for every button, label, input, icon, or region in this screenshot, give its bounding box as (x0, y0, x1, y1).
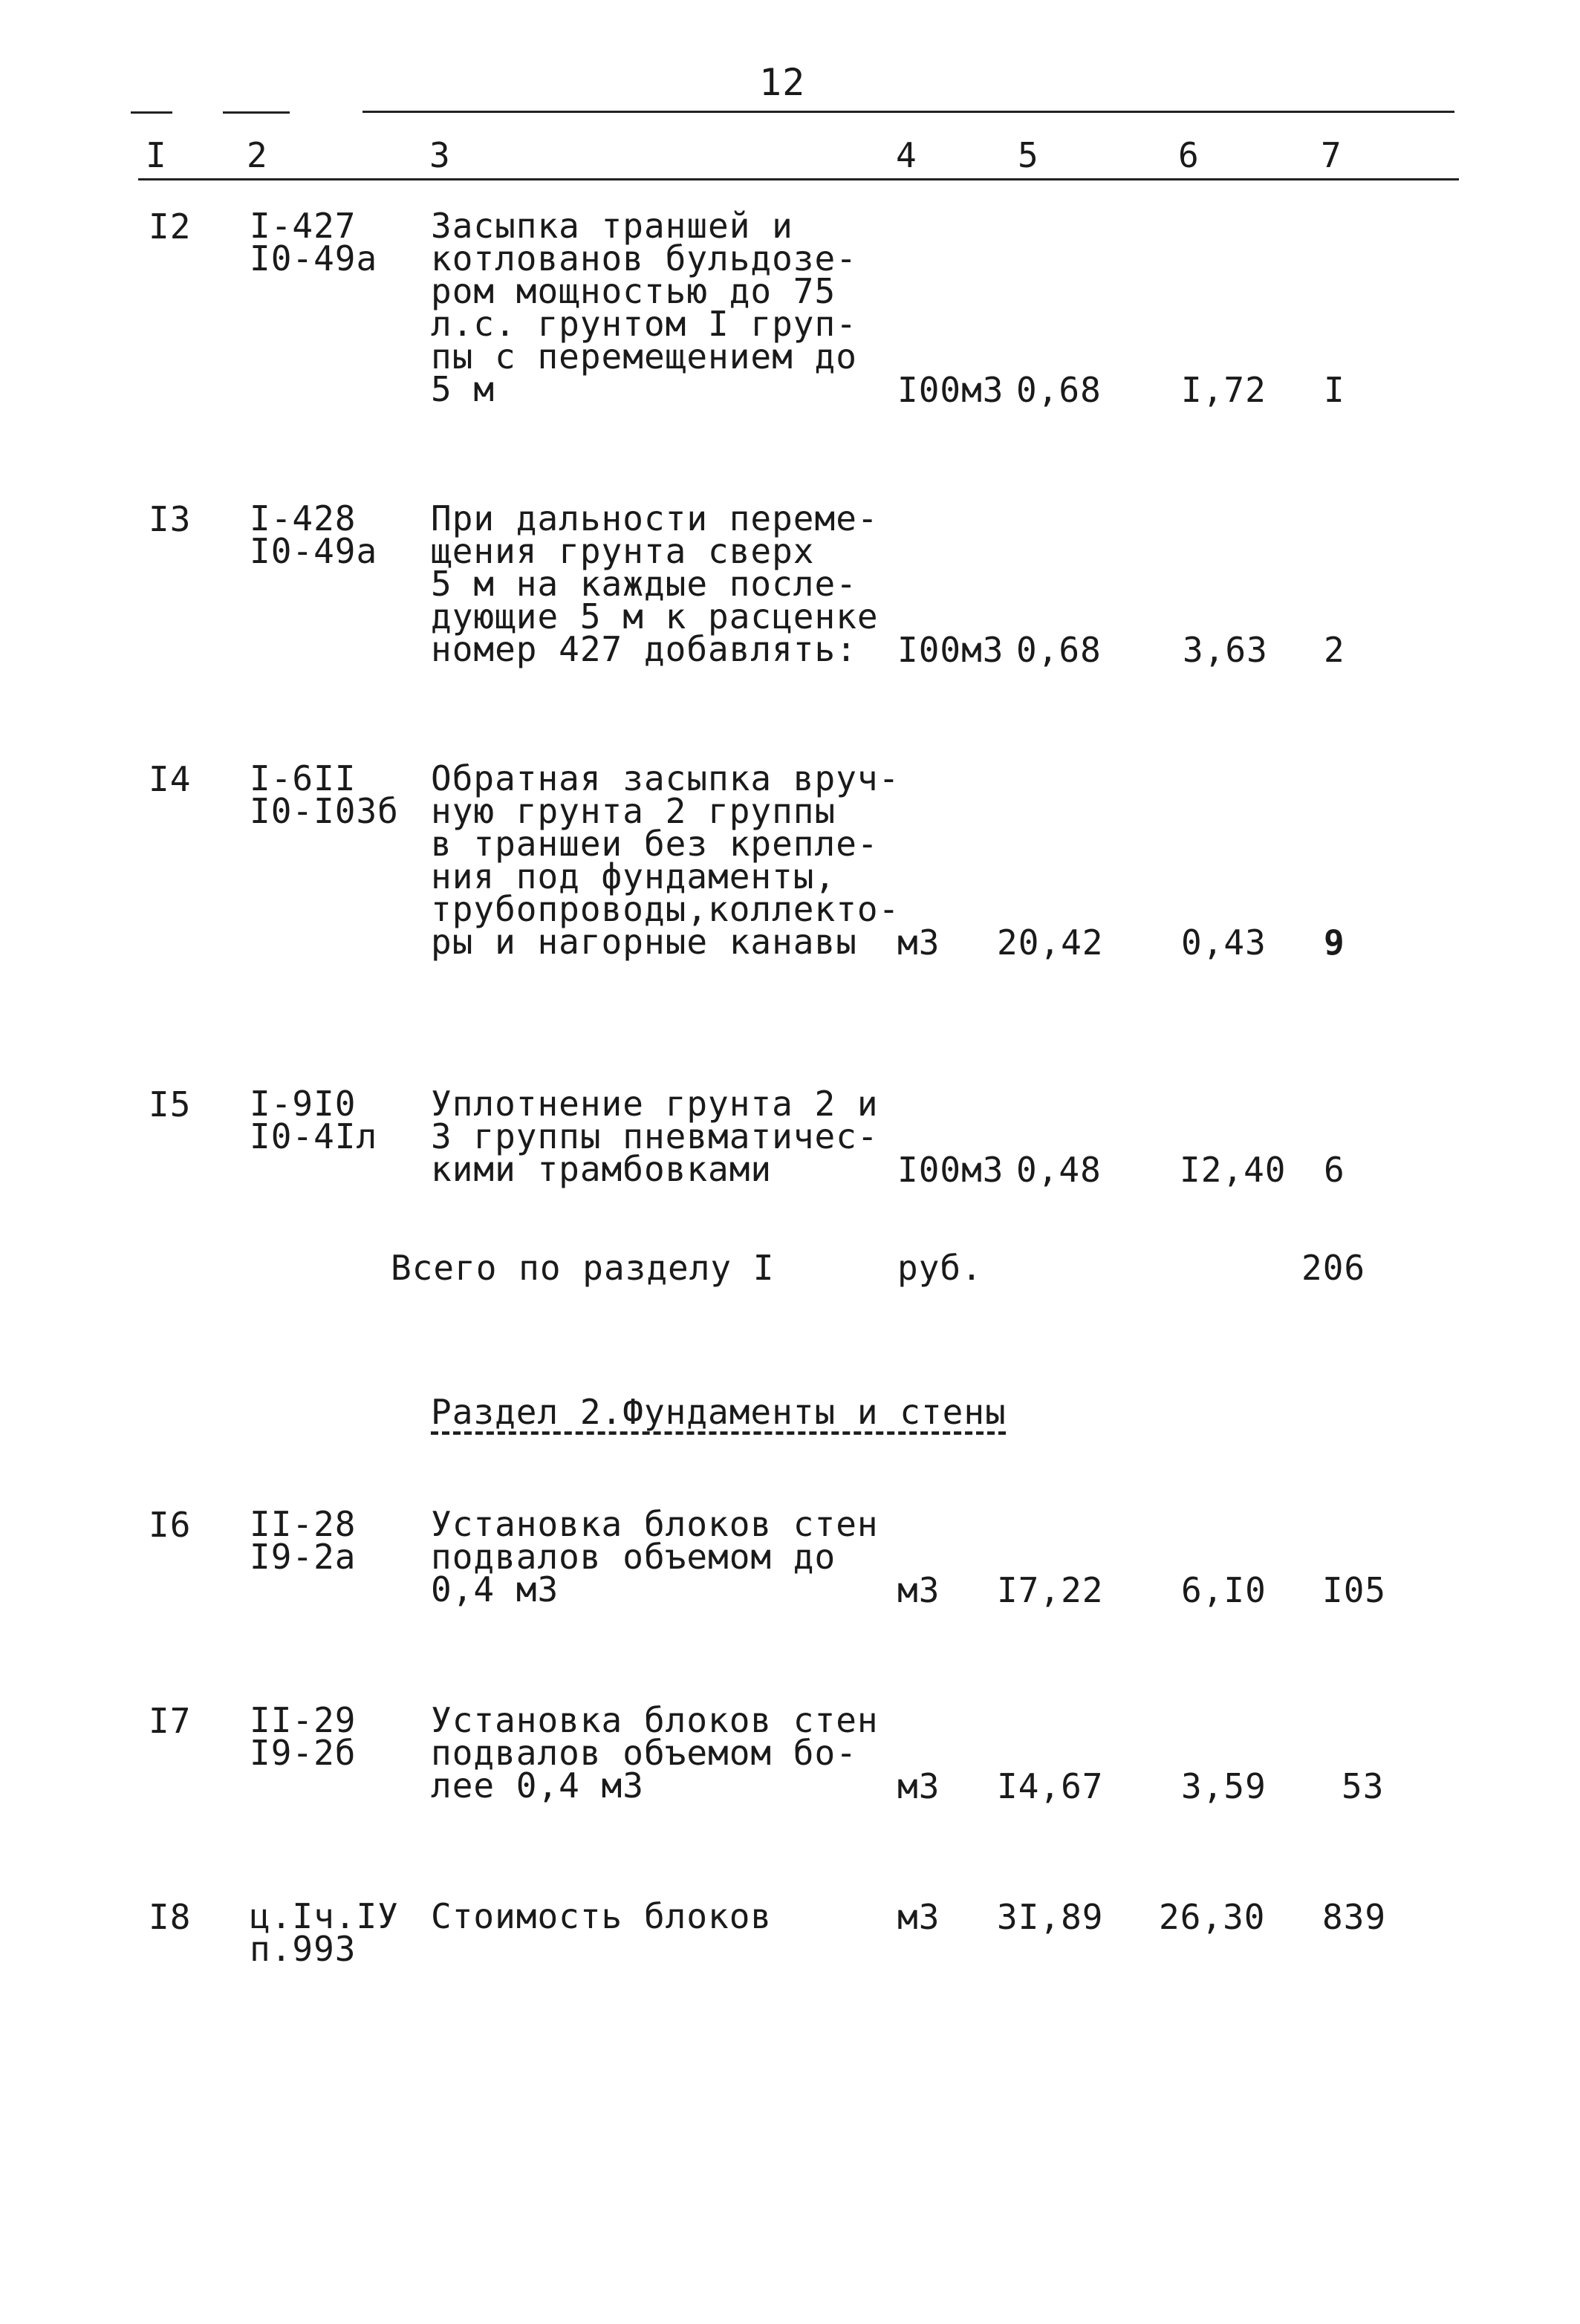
row-unit-price: 26,30 (1159, 1897, 1266, 1937)
row-total: 839 (1322, 1897, 1387, 1937)
row-code: ц.Iч.IУ (250, 1896, 399, 1936)
section-total-unit: руб. (897, 1248, 983, 1288)
row-number: I7 (149, 1701, 192, 1741)
row-total: 9 (1324, 922, 1345, 963)
row-total: I05 (1322, 1570, 1387, 1610)
row-description-line: номер 427 добавлять: (431, 629, 857, 669)
row-description-line: щения грунта сверх (431, 531, 815, 571)
row-description-line: котлованов бульдозе- (431, 238, 857, 279)
header-rule-top (363, 111, 1454, 113)
row-quantity: 0,68 (1016, 630, 1102, 670)
row-description-line: Установка блоков стен (431, 1504, 879, 1544)
row-description-line: кими трамбовками (431, 1149, 773, 1189)
row-unit-price: I,72 (1181, 370, 1267, 410)
row-description-line: Обратная засыпка вруч- (431, 758, 900, 798)
row-unit: м3 (897, 1766, 940, 1806)
section-total-value: 206 (1301, 1248, 1366, 1288)
row-description-line: подвалов объемом бо- (431, 1733, 857, 1773)
row-code: I0-49а (250, 531, 378, 571)
row-code: II-29 (250, 1700, 357, 1740)
row-description-line: Стоимость блоков (431, 1896, 773, 1936)
row-number: I6 (149, 1505, 192, 1545)
row-unit-price: 6,I0 (1181, 1570, 1267, 1610)
row-unit: I00м3 (897, 1150, 1004, 1190)
row-code: II-28 (250, 1504, 357, 1544)
row-code: I-9I0 (250, 1084, 357, 1124)
row-code: п.993 (250, 1929, 357, 1969)
row-number: I4 (149, 759, 192, 799)
row-code: I-427 (250, 206, 357, 246)
row-description-line: 3 группы пневматичес- (431, 1116, 879, 1156)
section-total-label: Всего по разделу I (391, 1248, 775, 1288)
row-unit-price: I2,40 (1180, 1150, 1287, 1190)
row-total: I (1324, 370, 1345, 410)
row-unit-price: 3,59 (1181, 1766, 1267, 1806)
section-heading: Раздел 2.Фундаменты и стены (431, 1392, 1007, 1432)
row-quantity: I4,67 (997, 1766, 1104, 1806)
page-number: 12 (759, 61, 806, 104)
row-quantity: 20,42 (997, 922, 1104, 963)
row-unit: I00м3 (897, 630, 1004, 670)
row-description-line: ры и нагорные канавы (431, 922, 857, 962)
row-unit: м3 (897, 922, 940, 963)
row-code: I9-2а (250, 1537, 357, 1577)
row-code: I0-49а (250, 238, 378, 279)
row-description-line: Уплотнение грунта 2 и (431, 1084, 879, 1124)
row-description-line: 5 м (431, 369, 495, 409)
row-unit: м3 (897, 1897, 940, 1937)
row-description-line: подвалов объемом до (431, 1537, 836, 1577)
row-code: I9-2б (250, 1733, 357, 1773)
column-header: 6 (1178, 135, 1200, 175)
column-header: I (146, 135, 167, 175)
row-description-line: дующие 5 м к расценке (431, 596, 879, 637)
row-total: 53 (1342, 1766, 1385, 1806)
row-description-line: При дальности переме- (431, 498, 879, 538)
row-description-line: пы с перемещением до (431, 336, 857, 377)
row-code: I0-4Iл (250, 1116, 378, 1156)
row-unit-price: 3,63 (1183, 630, 1268, 670)
row-description-line: лее 0,4 м3 (431, 1765, 644, 1806)
row-code: I-428 (250, 498, 357, 538)
row-description-line: трубопроводы,коллекто- (431, 889, 900, 929)
row-quantity: I7,22 (997, 1570, 1104, 1610)
row-unit-price: 0,43 (1181, 922, 1267, 963)
row-description-line: л.с. грунтом I груп- (431, 304, 857, 344)
row-unit: I00м3 (897, 370, 1004, 410)
header-rule-top (131, 111, 172, 114)
row-unit: м3 (897, 1570, 940, 1610)
row-total: 6 (1324, 1150, 1345, 1190)
row-description-line: ния под фундаменты, (431, 856, 836, 896)
row-description-line: 5 м на каждые после- (431, 564, 857, 604)
column-header: 2 (247, 135, 268, 175)
column-header: 5 (1018, 135, 1039, 175)
row-description-line: Засыпка траншей и (431, 206, 793, 246)
row-number: I5 (149, 1084, 192, 1124)
row-description-line: в траншеи без крепле- (431, 824, 879, 864)
row-total: 2 (1324, 630, 1345, 670)
row-description-line: ную грунта 2 группы (431, 791, 836, 831)
column-header: 3 (429, 135, 451, 175)
row-description-line: 0,4 м3 (431, 1569, 559, 1609)
header-rule-bottom (138, 178, 1459, 180)
row-quantity: 0,68 (1016, 370, 1102, 410)
row-quantity: 3I,89 (997, 1897, 1104, 1937)
column-header: 4 (896, 135, 917, 175)
row-number: I3 (149, 499, 192, 539)
header-rule-top (223, 111, 290, 114)
row-number: I8 (149, 1897, 192, 1937)
row-number: I2 (149, 206, 192, 247)
row-code: I-6II (250, 758, 357, 798)
row-description-line: ром мощностью до 75 (431, 271, 836, 311)
row-code: I0-I03б (250, 791, 399, 831)
column-header: 7 (1321, 135, 1342, 175)
row-description-line: Установка блоков стен (431, 1700, 879, 1740)
row-quantity: 0,48 (1016, 1150, 1102, 1190)
